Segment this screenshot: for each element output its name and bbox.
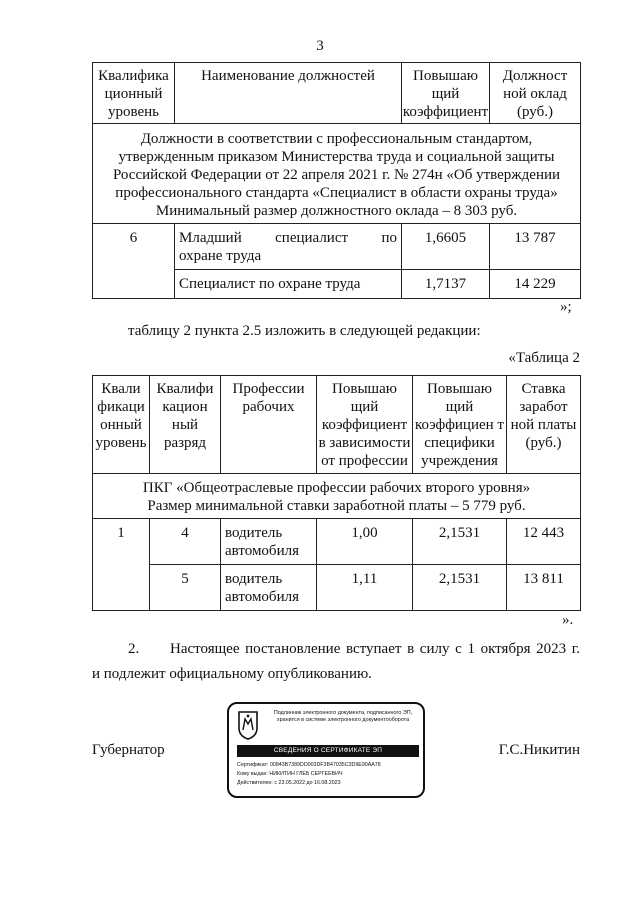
t1-header-coef: Повышаю щий коэффициент [402,63,490,124]
stamp-issued-row [237,770,421,779]
t2-header-profession: Профессии рабочих [221,376,317,474]
stamp-valid-label: Действителен: [237,780,273,786]
paragraph2-number: 2. [128,641,140,657]
t2-rate-cell: 13 811 [507,565,581,611]
rates-table [92,375,581,611]
intro-text: таблицу 2 пункта 2.5 изложить в следующей редакции: [128,323,481,339]
t1-level-cell: 6 [93,224,175,299]
t1-salary-cell: 14 229 [490,270,581,299]
t1-position-cell: Специалист по охране труда [175,270,402,299]
electronic-signature-stamp [227,702,425,798]
t1-header-salary: Должност ной оклад (руб.) [490,63,581,124]
t1-group-line: утвержденным приказом Министерства труда и социальной защиты [118,149,555,165]
t1-header-level: Квалифика ционный уровень [93,63,175,124]
stamp-issued-label: Кому выдан: [237,771,268,777]
t2-header-rate: Ставка заработ ной платы (руб.) [507,376,581,474]
signature-title: Губернатор [92,742,165,758]
stamp-issued-value: НИКИТИН ГЛЕБ СЕРГЕЕВИЧ [269,771,343,777]
t2-header-grade: Квалифи кацион ный разряд [150,376,221,474]
t1-group-row [93,124,581,224]
t2-coef-prof-cell: 1,00 [317,519,413,565]
stamp-cert-bar: СВЕДЕНИЯ О СЕРТИФИКАТЕ ЭП [237,745,419,757]
t2-profession-cell: водитель автомобиля [221,565,317,611]
t1-coef-cell: 1,7137 [402,270,490,299]
t1-closing-quote: »; [560,299,572,315]
t1-group-line: профессионального стандарта «Специалист в области охраны труда» [115,185,558,201]
t2-group-row [93,474,581,519]
positions-table [92,62,581,299]
coat-of-arms-icon [237,710,259,740]
t1-header-position: Наименование должностей [175,63,402,124]
table2-caption: «Таблица 2 [508,350,580,366]
stamp-line: Подлинник электронного документа, подписанного ЭП, [273,710,413,716]
t2-group-line: ПКГ «Общеотраслевые профессии рабочих второго уровня» [142,480,531,496]
stamp-header [263,710,423,724]
t2-header-coef-inst: Повышаю щий коэффициен т специфики учреждения [413,376,507,474]
t1-position-line: Младший специалист по [179,230,397,246]
signature-name: Г.С.Никитин [498,742,580,758]
t1-group-line: Российской Федерации от 22 апреля 2021 г. № 274н «Об утверждении [112,167,561,183]
t2-rate-cell: 12 443 [507,519,581,565]
stamp-cert-label: Сертификат: [237,762,269,768]
t2-profession-cell: водитель автомобиля [221,519,317,565]
t1-group-line: Должности в соответствии с профессиональным стандартом, [140,131,533,147]
stamp-cert-value: 00843B7389DD003DF3B47035C3D9E90AA78 [269,762,381,768]
t2-level-cell: 1 [93,519,150,611]
paragraph2-line1: Настоящее постановление вступает в силу с 1 октября 2023 г. [170,641,580,657]
t1-salary-cell: 13 787 [490,224,581,270]
page-number: 3 [316,38,324,54]
t2-group-line: Размер минимальной ставки заработной платы – 5 779 руб. [147,498,526,514]
stamp-info [237,761,421,788]
stamp-line: хранится в системе электронного документооборота [276,717,410,723]
stamp-cert-row [237,761,421,770]
paragraph2-line2: и подлежит официальному опубликованию. [92,666,372,682]
stamp-valid-row [237,779,421,788]
t2-coef-inst-cell: 2,1531 [413,565,507,611]
t2-header-coef-prof: Повышаю щий коэффициент в зависимости от профессии [317,376,413,474]
t1-position-cell [175,224,402,270]
t2-coef-prof-cell: 1,11 [317,565,413,611]
t2-grade-cell: 5 [150,565,221,611]
stamp-valid-value: с 23.05.2022 до 16.08.2023 [274,780,341,786]
t1-group-line: Минимальный размер должностного оклада – 8 303 руб. [155,203,518,219]
t2-closing-quote: ». [562,612,574,628]
t1-coef-cell: 1,6605 [402,224,490,270]
t1-position-line: охране труда [179,248,262,264]
t2-header-level: Квали фикаци онный уровень [93,376,150,474]
t2-coef-inst-cell: 2,1531 [413,519,507,565]
t2-grade-cell: 4 [150,519,221,565]
